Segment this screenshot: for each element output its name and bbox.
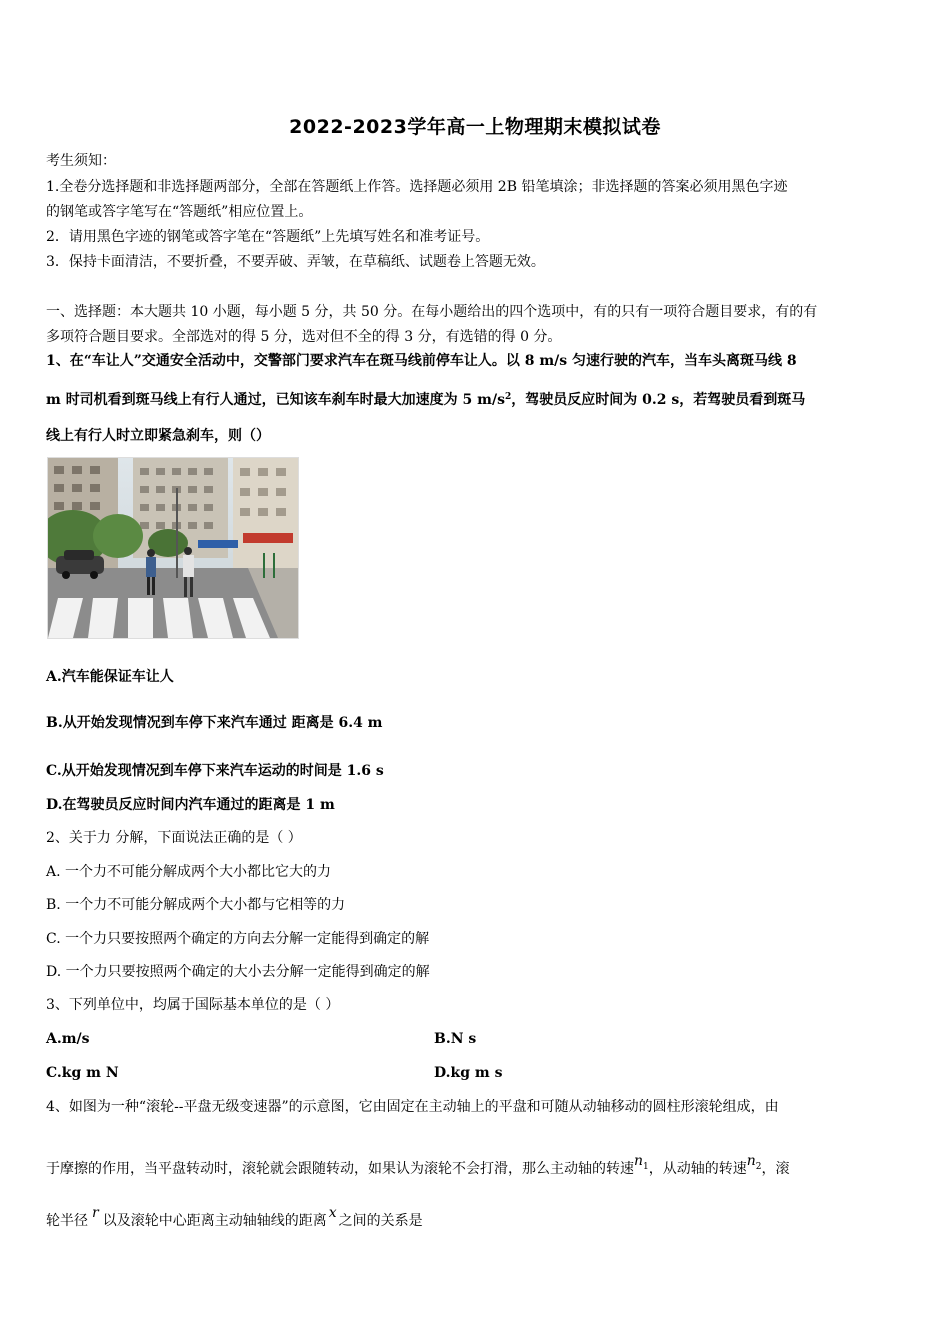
r-symbol: r <box>92 1205 99 1221</box>
q4-text-e: 以及滚轮中心距离主动轴轴线的距离 <box>102 1213 327 1229</box>
page-title: 2022-2023学年高一上物理期末模拟试卷 <box>289 116 661 138</box>
q4-stem-end <box>46 1205 908 1231</box>
notice-heading: 考生须知： <box>46 153 116 169</box>
notice-item-1-cont: 的钢笔或答字笔写在“答题纸”相应位置上。 <box>46 204 313 220</box>
q4-text-b: ，从动轴的转速 <box>648 1161 747 1177</box>
q2-stem: 2、关于力 分解，下面说法正确的是（ ） <box>46 830 302 846</box>
q1-stem-text-b: ，驾驶员反应时间为 0.2 s，若驾驶员看到斑马 <box>511 392 806 408</box>
q1-exponent: 2 <box>504 392 512 402</box>
n2-subscript: 2 <box>755 1162 762 1172</box>
x-symbol: x <box>328 1205 337 1221</box>
q2-option-d: D. 一个力只要按照两个确定的大小去分解一定能得到确定的解 <box>46 964 430 980</box>
notice-item-3: 3．保持卡面清洁，不要折叠，不要弄破、弄皱，在草稿纸、试题卷上答题无效。 <box>46 254 545 270</box>
section-instructions-cont: 多项符合题目要求。全部选对的得 5 分，选对但不全的得 3 分，有选错的得 0 分。 <box>46 329 562 345</box>
q4-text-f: 之间的关系是 <box>338 1213 423 1229</box>
q3-option-a: A.m/s <box>46 1031 90 1047</box>
q1-stem-cont <box>46 390 908 410</box>
q1-option-b: B.从开始发现情况到车停下来汽车通过 距离是 6.4 m <box>46 715 383 731</box>
q3-option-c: C.kg m N <box>46 1065 119 1081</box>
q2-option-c: C. 一个力只要按照两个确定的方向去分解一定能得到确定的解 <box>46 931 430 947</box>
q4-text-a: 于摩擦的作用，当平盘转动时，滚轮就会跟随转动，如果认为滚轮不会打滑，那么主动轴的转速 <box>46 1161 634 1177</box>
n1-subscript: 1 <box>643 1162 649 1172</box>
q4-stem: 4、如图为一种“滚轮--平盘无级变速器”的示意图，它由固定在主动轴上的平盘和可随从动轴移动的圆柱形滚轮组成，由 <box>46 1099 779 1115</box>
q4-text-d: 轮半径 <box>46 1213 88 1229</box>
q1-option-d: D.在驾驶员反应时间内汽车通过的距离是 1 m <box>46 797 335 813</box>
q1-stem-text-a: m 时司机看到斑马线上有行人通过，已知该车刹车时最大加速度为 5 m/s <box>46 392 505 408</box>
q1-option-c: C.从开始发现情况到车停下来汽车运动的时间是 1.6 s <box>46 763 384 779</box>
q3-option-b: B.N s <box>434 1031 477 1047</box>
notice-item-1: 1.全卷分选择题和非选择题两部分，全部在答题纸上作答。选择题必须用 2B 铅笔填涂；非选择题的答案必须用黑色字迹 <box>46 179 788 195</box>
q1-stem-end: 线上有行人时立即紧急刹车，则（） <box>46 428 270 444</box>
q4-stem-cont <box>46 1153 908 1181</box>
n1-symbol: n <box>634 1153 644 1169</box>
q2-option-a: A. 一个力不可能分解成两个大小都比它大的力 <box>46 864 332 880</box>
q1-option-a: A.汽车能保证车让人 <box>46 669 174 685</box>
q1-stem: 1、在“车让人”交通安全活动中，交警部门要求汽车在斑马线前停车让人。以 8 m/s 匀速行驶的汽车，当车头离斑马线 8 <box>46 353 797 369</box>
crosswalk-photo-illustration <box>48 458 298 638</box>
notice-item-2: 2．请用黑色字迹的钢笔或答字笔在“答题纸”上先填写姓名和准考证号。 <box>46 229 490 245</box>
q3-option-d: D.kg m s <box>434 1065 503 1081</box>
q2-option-b: B. 一个力不可能分解成两个大小都与它相等的力 <box>46 897 346 913</box>
crosswalk-photo <box>47 457 299 639</box>
section-instructions: 一、选择题：本大题共 10 小题，每小题 5 分，共 50 分。在每小题给出的四个选项中，有的只有一项符合题目要求，有的有 <box>46 304 818 320</box>
q3-stem: 3、下列单位中，均属于国际基本单位的是（ ） <box>46 997 340 1013</box>
n2-symbol: n <box>746 1153 756 1169</box>
q4-text-c: ，滚 <box>761 1161 790 1177</box>
